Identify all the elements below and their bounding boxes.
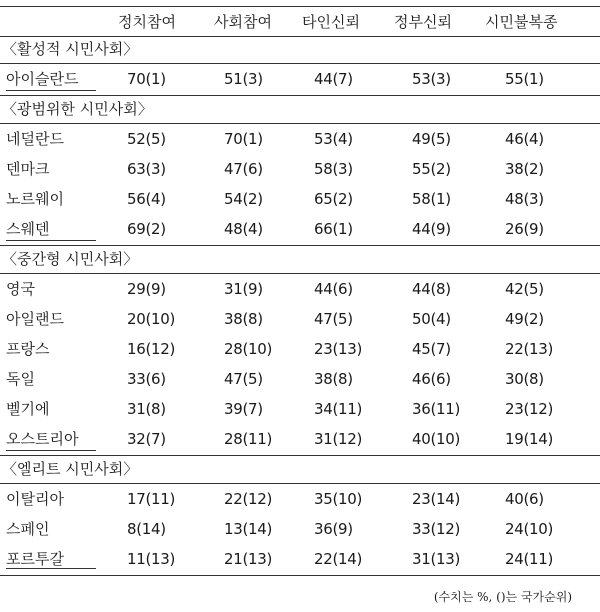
column-header: 정부신뢰 bbox=[394, 13, 452, 31]
table-cell: 55(2) bbox=[412, 160, 451, 178]
table-cell: 38(8) bbox=[314, 370, 353, 388]
table-cell: 48(3) bbox=[505, 190, 544, 208]
table-rule bbox=[0, 245, 600, 246]
table-cell: 33(12) bbox=[412, 520, 461, 538]
column-header: 타인신뢰 bbox=[302, 13, 360, 31]
table-cell: 55(1) bbox=[505, 70, 544, 88]
table-cell: 47(5) bbox=[224, 370, 263, 388]
table-cell: 11(13) bbox=[127, 550, 176, 568]
table-cell: 17(11) bbox=[127, 490, 176, 508]
country-label: 이탈리아 bbox=[6, 490, 64, 508]
group-header: 〈엘리트 시민사회〉 bbox=[2, 460, 139, 478]
table-cell: 51(3) bbox=[224, 70, 263, 88]
table-cell: 66(1) bbox=[314, 220, 353, 238]
table-cell: 49(2) bbox=[505, 310, 544, 328]
table-cell: 40(10) bbox=[412, 430, 461, 448]
table-cell: 26(9) bbox=[505, 220, 544, 238]
table-cell: 28(11) bbox=[224, 430, 273, 448]
table-cell: 31(13) bbox=[412, 550, 461, 568]
country-label: 독일 bbox=[6, 370, 35, 388]
table-cell: 38(8) bbox=[224, 310, 263, 328]
table-rule bbox=[6, 450, 96, 451]
table-cell: 48(4) bbox=[224, 220, 263, 238]
group-header: 〈활성적 시민사회〉 bbox=[2, 40, 139, 58]
table-cell: 46(4) bbox=[505, 130, 544, 148]
table-cell: 21(13) bbox=[224, 550, 273, 568]
table-rule bbox=[0, 6, 600, 7]
column-header: 정치참여 bbox=[118, 13, 176, 31]
country-label: 오스트리아 bbox=[6, 430, 79, 448]
table-cell: 44(8) bbox=[412, 280, 451, 298]
table-cell: 56(4) bbox=[127, 190, 166, 208]
table-cell: 63(3) bbox=[127, 160, 166, 178]
table-cell: 44(6) bbox=[314, 280, 353, 298]
table-cell: 58(3) bbox=[314, 160, 353, 178]
table-cell: 22(12) bbox=[224, 490, 273, 508]
country-label: 벨기에 bbox=[6, 400, 50, 418]
table-rule bbox=[0, 36, 600, 37]
country-label: 프랑스 bbox=[6, 340, 50, 358]
country-label: 덴마크 bbox=[6, 160, 50, 178]
table-rule bbox=[0, 95, 600, 96]
table-cell: 23(12) bbox=[505, 400, 554, 418]
table-cell: 70(1) bbox=[127, 70, 166, 88]
column-header: 사회참여 bbox=[214, 13, 272, 31]
table-cell: 47(5) bbox=[314, 310, 353, 328]
footnote: (수치는 %, ()는 국가순위) bbox=[433, 590, 572, 604]
table-cell: 39(7) bbox=[224, 400, 263, 418]
table-cell: 58(1) bbox=[412, 190, 451, 208]
country-label: 포르투갈 bbox=[6, 550, 64, 568]
table-cell: 45(7) bbox=[412, 340, 451, 358]
table-rule bbox=[6, 568, 96, 569]
table-cell: 24(11) bbox=[505, 550, 554, 568]
table-cell: 42(5) bbox=[505, 280, 544, 298]
table-cell: 36(9) bbox=[314, 520, 353, 538]
table-rule bbox=[0, 63, 600, 64]
country-label: 네덜란드 bbox=[6, 130, 64, 148]
table-cell: 23(13) bbox=[314, 340, 363, 358]
group-header: 〈광범위한 시민사회〉 bbox=[2, 100, 153, 118]
table-cell: 38(2) bbox=[505, 160, 544, 178]
table-cell: 31(9) bbox=[224, 280, 263, 298]
country-label: 아이슬란드 bbox=[6, 70, 79, 88]
table-cell: 34(11) bbox=[314, 400, 363, 418]
table-cell: 35(10) bbox=[314, 490, 363, 508]
table-cell: 24(10) bbox=[505, 520, 554, 538]
table-cell: 54(2) bbox=[224, 190, 263, 208]
table-cell: 31(12) bbox=[314, 430, 363, 448]
table-rule bbox=[0, 575, 600, 576]
table-rule bbox=[0, 123, 600, 124]
table-cell: 22(14) bbox=[314, 550, 363, 568]
group-header: 〈중간형 시민사회〉 bbox=[2, 250, 139, 268]
table-cell: 33(6) bbox=[127, 370, 166, 388]
table-cell: 13(14) bbox=[224, 520, 273, 538]
table-cell: 52(5) bbox=[127, 130, 166, 148]
country-label: 스페인 bbox=[6, 520, 50, 538]
country-label: 노르웨이 bbox=[6, 190, 64, 208]
table-cell: 16(12) bbox=[127, 340, 176, 358]
table-cell: 69(2) bbox=[127, 220, 166, 238]
table-cell: 46(6) bbox=[412, 370, 451, 388]
table-cell: 40(6) bbox=[505, 490, 544, 508]
table-cell: 44(9) bbox=[412, 220, 451, 238]
table-cell: 29(9) bbox=[127, 280, 166, 298]
table-cell: 30(8) bbox=[505, 370, 544, 388]
table-cell: 20(10) bbox=[127, 310, 176, 328]
table-cell: 36(11) bbox=[412, 400, 461, 418]
table-cell: 19(14) bbox=[505, 430, 554, 448]
table-cell: 32(7) bbox=[127, 430, 166, 448]
table-cell: 8(14) bbox=[127, 520, 166, 538]
column-header: 시민불복종 bbox=[485, 13, 558, 31]
table-cell: 44(7) bbox=[314, 70, 353, 88]
table-rule bbox=[6, 90, 96, 91]
table-cell: 22(13) bbox=[505, 340, 554, 358]
country-label: 아일랜드 bbox=[6, 310, 64, 328]
table-cell: 53(4) bbox=[314, 130, 353, 148]
table-cell: 50(4) bbox=[412, 310, 451, 328]
table-cell: 65(2) bbox=[314, 190, 353, 208]
table-rule bbox=[0, 483, 600, 484]
table-cell: 23(14) bbox=[412, 490, 461, 508]
table-cell: 47(6) bbox=[224, 160, 263, 178]
country-label: 영국 bbox=[6, 280, 35, 298]
table-cell: 70(1) bbox=[224, 130, 263, 148]
table-rule bbox=[0, 455, 600, 456]
table-cell: 31(8) bbox=[127, 400, 166, 418]
table-cell: 53(3) bbox=[412, 70, 451, 88]
table-rule bbox=[6, 240, 96, 241]
table-rule bbox=[0, 273, 600, 274]
country-label: 스웨덴 bbox=[6, 220, 50, 238]
table-cell: 28(10) bbox=[224, 340, 273, 358]
table-cell: 49(5) bbox=[412, 130, 451, 148]
